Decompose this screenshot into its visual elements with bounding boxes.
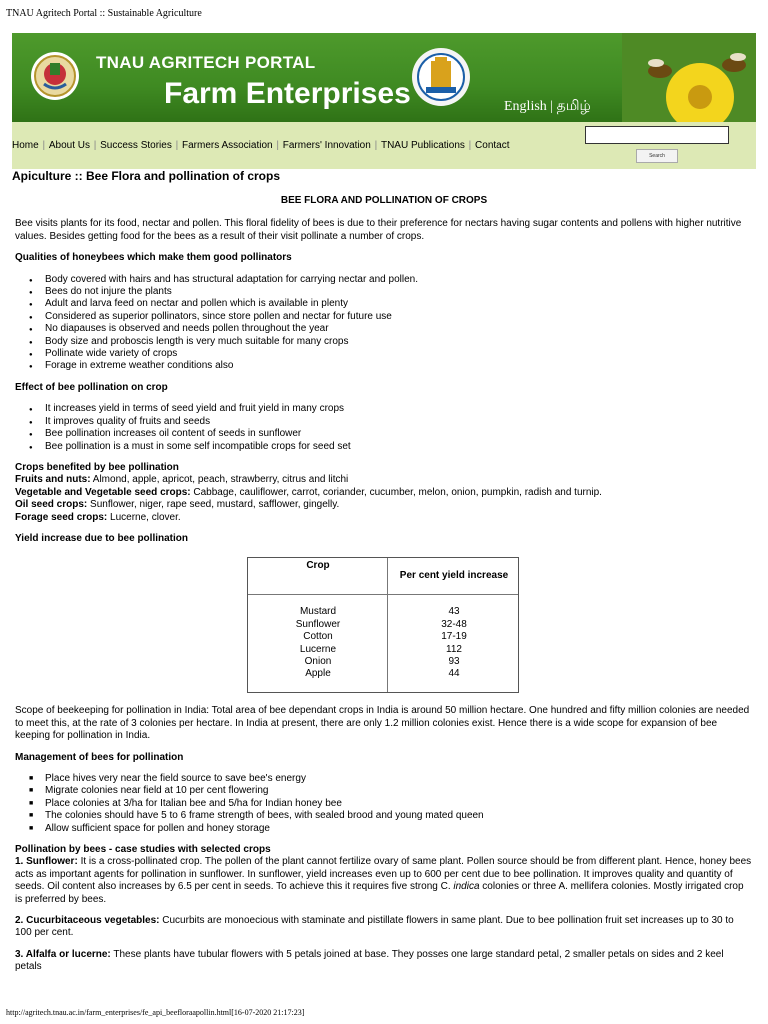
table-cell: Onion [304, 655, 332, 667]
list-item: ■ Migrate colonies near field at 10 per cent flowering [29, 785, 753, 797]
list-item: ● Bee pollination is a must in some self incompatible crops for seed set [29, 441, 753, 453]
case-text: It is a cross-pollinated crop. The pollen of the plant cannot fertilize ovary of same plant. Pollen source should be from different plant. Hence, honey bees acts as important agents for pollination in sunflower. In sunflower, yield increases even up to 600 per cent due to bee pollination. It improves quality and quantity of seeds. Oil content also increases by 6.5 per cent in seeds. To achieve this it requires five strong C. [15, 856, 752, 893]
list-item: ● Pollinate wide variety of crops [29, 348, 753, 360]
list-item: ■ Place colonies at 3/ha for Italian bee and 5/ha for Indian honey bee [29, 798, 753, 810]
case-italic: indica [453, 881, 480, 893]
table-header-divider [248, 594, 518, 595]
table-cell: 112 [446, 643, 462, 655]
effect-heading: Effect of bee pollination on crop [15, 381, 168, 393]
table-cell: 93 [448, 655, 460, 667]
case-alfalfa [15, 949, 753, 974]
list-item: ● No diapauses is observed and needs pollen throughout the year [29, 323, 753, 335]
tnau-logo-icon[interactable] [30, 51, 80, 101]
list-item: ■ Allow sufficient space for pollen and honey storage [29, 823, 753, 835]
nav-home[interactable]: Home [12, 140, 39, 151]
scope-paragraph: Scope of beekeeping for pollination in India: Total area of bee dependant crops in India is around 50 million hectare. One hundred and fifty million colonies are needed to meet this, at the rate of 3 colonies per hectare. In India at present, there are only 1.2 million colonies exist. Hence there is a wide scope for expansion of bee keeping for pollination in India. [15, 705, 750, 742]
nav-links: Home | About Us | Success Stories | Farmers Association | Farmers' Innovation | TNAU Publications | Contact [12, 140, 510, 151]
portal-name: TNAU AGRITECH PORTAL [96, 53, 316, 72]
list-item: ● Body size and proboscis length is very much suitable for many crops [29, 336, 753, 348]
table-cell: Apple [305, 668, 331, 680]
list-item: ● Bees do not injure the plants [29, 286, 753, 298]
list-item: ● Bee pollination increases oil content of seeds in sunflower [29, 428, 753, 440]
benefit-text: Almond, apple, apricot, peach, strawberry, citrus and litchi [90, 474, 349, 486]
benefit-line [15, 487, 753, 499]
list-item: ● It improves quality of fruits and seeds [29, 416, 753, 428]
list-item: ● Adult and larva feed on nectar and pollen which is available in plenty [29, 298, 753, 310]
benefit-label: Fruits and nuts: [15, 474, 91, 486]
benefit-label: Oil seed crops: [15, 499, 88, 511]
management-heading: Management of bees for pollination [15, 751, 184, 763]
table-cell: Mustard [299, 606, 337, 618]
nav-publications[interactable]: TNAU Publications [380, 140, 465, 151]
case-label: 3. Alfalfa or lucerne: [15, 948, 111, 960]
table-cell: Sunflower [295, 618, 341, 630]
list-item: ● It increases yield in terms of seed yield and fruit yield in many crops [29, 403, 753, 415]
list-item: ■ Place hives very near the field source to save bee's energy [29, 773, 753, 785]
table-cell: Lucerne [299, 643, 337, 655]
benefited-heading: Crops benefited by bee pollination [15, 461, 179, 473]
table-crop-column [248, 606, 388, 680]
yield-table [247, 557, 519, 693]
site-banner [12, 33, 756, 122]
list-item: ■ The colonies should have 5 to 6 frame strength of bees, with sealed brood and young mated queen [29, 810, 753, 822]
benefit-line [15, 499, 753, 511]
top-nav [12, 122, 756, 169]
benefit-text: Lucerne, clover. [107, 511, 181, 523]
table-cell: 17-19 [441, 631, 467, 643]
search-button[interactable]: Search [636, 149, 678, 163]
search-input[interactable] [585, 126, 729, 144]
qualities-heading: Qualities of honeybees which make them good pollinators [15, 252, 292, 264]
table-header-crop: Crop [306, 560, 330, 572]
case-heading: Pollination by bees - case studies with selected crops [15, 844, 271, 855]
table-cell: 43 [448, 606, 460, 618]
benefited-section [15, 462, 753, 524]
list-item: ● Considered as superior pollinators, since store pollen and nectar for future use [29, 311, 753, 323]
browser-title: TNAU Agritech Portal :: Sustainable Agriculture [6, 8, 202, 19]
table-header-increase: Per cent yield increase [399, 570, 509, 582]
language-switch[interactable]: English | தமிழ் [504, 99, 591, 114]
case-text: Cucurbits are monoecious with staminate and pistillate flowers in same plant. Due to bee pollination fruit set increases up to 30 to 100 per cent. [15, 915, 734, 939]
case-label: 1. Sunflower: [15, 856, 78, 868]
article-body [15, 195, 753, 983]
table-cell: Cotton [303, 631, 333, 643]
section-name: Farm Enterprises [164, 77, 411, 110]
benefit-label: Forage seed crops: [15, 511, 108, 523]
case-sunflower [15, 856, 753, 906]
intro-paragraph: Bee visits plants for its food, nectar and pollen. This floral fidelity of bees is due to their preference for nectars having sugar contents and pollens with higher nutritive values. Besides getting food for the bees as a result of their visit pollinate a number of crops. [15, 218, 742, 242]
list-item: ● Forage in extreme weather conditions also [29, 360, 753, 372]
benefit-text: Sunflower, niger, rape seed, mustard, safflower, gingelly. [87, 499, 340, 511]
nav-farmers-association[interactable]: Farmers Association [182, 140, 273, 151]
nav-farmers-innovation[interactable]: Farmers' Innovation [282, 140, 371, 151]
case-cucurbit [15, 915, 753, 940]
table-cell: 32-48 [441, 618, 467, 630]
benefit-label: Vegetable and Vegetable seed crops: [15, 486, 191, 498]
page-title: Apiculture :: Bee Flora and pollination of crops [12, 169, 281, 183]
yield-heading: Yield increase due to bee pollination [15, 532, 188, 544]
table-value-column [388, 606, 520, 680]
case-text: colonies or three A. mellifera colonies. Mostly irrigated crop is preferred by bees. [15, 881, 744, 905]
table-cell: 44 [448, 668, 460, 680]
qualities-list [29, 274, 753, 373]
tn-govt-emblem-icon [412, 45, 470, 109]
case-label: 2. Cucurbitaceous vegetables: [15, 915, 160, 927]
case-text: These plants have tubular flowers with 5 petals joined at base. They posses one large standard petal, 2 smaller petals on sides and 2 keel petals [15, 948, 724, 973]
nav-success-stories[interactable]: Success Stories [100, 140, 172, 151]
article-title: BEE FLORA AND POLLINATION OF CROPS [280, 195, 488, 206]
benefit-text: Cabbage, cauliflower, carrot, coriander, cucumber, melon, onion, pumpkin, radish and turnip. [190, 486, 602, 498]
bee-flower-image-icon [622, 33, 756, 122]
nav-about[interactable]: About Us [48, 140, 90, 151]
page-url-footer: http://agritech.tnau.ac.in/farm_enterprises/fe_api_beefloraapollin.html[16-07-2020 21:17:23] [6, 1008, 305, 1017]
management-list [29, 773, 753, 835]
nav-contact[interactable]: Contact [475, 140, 510, 151]
effect-list [29, 403, 753, 453]
benefit-line [15, 512, 753, 524]
benefit-line [15, 474, 753, 486]
list-item: ● Body covered with hairs and has structural adaptation for carrying nectar and pollen. [29, 274, 753, 286]
